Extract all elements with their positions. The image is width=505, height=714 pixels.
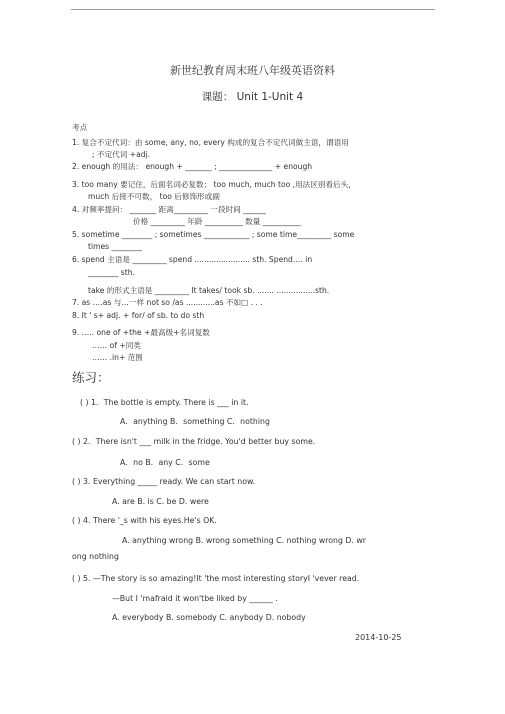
footer-date: 2014-10-25 [355,633,402,642]
kaodian-line-5: much 后接不可数， too 后修饰形或副 [88,192,220,201]
question-5: ( ) 5. —The story is so amazing!It 'the most interesting storyI 'vever read. [72,574,360,583]
kaodian-heading: 考点 [72,123,88,132]
question-4-options-wrap: ong nothing [72,552,119,561]
kaodian-line-14: 8. It ' s+ adj. + for/ of sb. to do sth [72,311,205,320]
question-1: ( ) 1．The bottle is empty. There is ___ in it. [80,398,249,407]
question-3-options: A. are B. is C. be D. were [112,497,209,506]
top-rule [71,9,435,10]
exercise-heading: 练习： [72,370,110,385]
question-1-options: A．anything B．something C．nothing [120,417,270,426]
kaodian-line-17: …… .in+ 范围 [92,353,143,362]
question-2-options: A．no B．any C．some [120,458,210,467]
kaodian-line-7: 价格 _________ 年龄 __________ 数量 __________ [133,217,301,226]
kaodian-line-13: 7. as ….as 与…一样 not so /as ............as 不如□ . . . [72,298,263,307]
document-subtitle: 课题： Unit 1-Unit 4 [201,91,304,103]
question-4-options: A. anything wrong B. wrong something C. nothing wrong D. wr [122,536,366,545]
question-4: ( ) 4. There '_s with his eyes.He's OK. [72,516,217,525]
kaodian-line-8: 5. sometime ________ ; sometimes ____________ ; some time_________ some [72,230,355,239]
kaodian-line-10: 6. spend 主语是 _________ spend ....................... sth. Spend…. in [72,255,313,264]
kaodian-line-11: ________ sth. [88,268,135,277]
kaodian-line-2: ; 不定代词 +adj. [92,150,151,159]
question-5-reply: —But I 'mafraid it won'tbe liked by ______ . [112,594,278,603]
kaodian-line-9: times ________ [88,242,142,251]
kaodian-line-16: …… of +同类 [92,341,141,350]
question-2: ( ) 2．There isn't ___ milk in the fridge. You'd better buy some. [72,437,316,446]
kaodian-line-15: 9. ….. one of +the +最高级+名词复数 [72,328,210,337]
question-5-options: A. everybody B. somebody C. anybody D. nobody [112,613,306,622]
kaodian-line-4: 3. too many 要记住，后面名词必复数； too much, much too ,用法区别看后头， [72,180,356,189]
kaodian-line-12: take 的形式主语是 _________ It takes/ took sb. ....... ................sth. [88,286,330,295]
kaodian-line-1: 1. 复合不定代词：由 some, any, no, every 构成的复合不定代词做主语，谓语用 [72,138,349,147]
kaodian-line-6: 4. 对频率提问： _______ 距离_________ 一段时间 ______ [72,205,266,214]
question-3: ( ) 3. Everything _____ ready. We can start now. [72,477,256,486]
document-title: 新世纪教育周末班八年级英语资料 [170,64,335,77]
kaodian-line-3: 2. enough 的用法： enough + _______ ; ______________ + enough [72,162,313,171]
